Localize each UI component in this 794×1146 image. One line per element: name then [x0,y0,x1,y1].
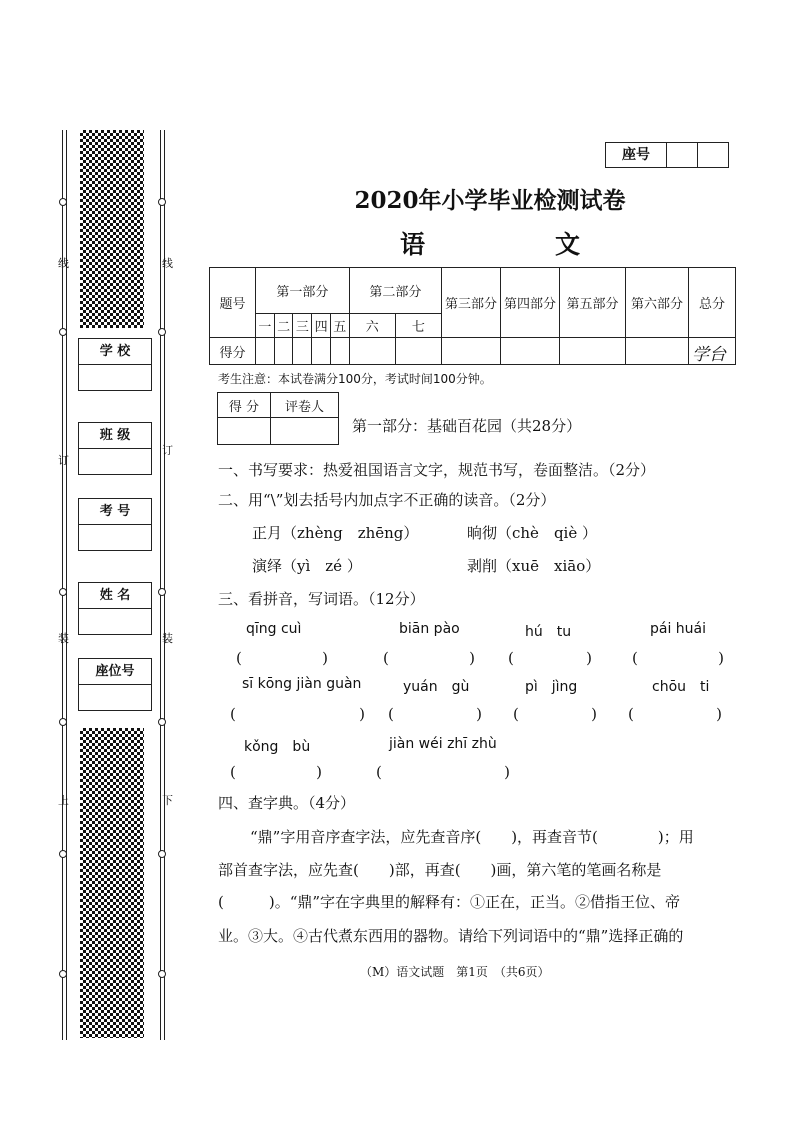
decorative-pattern-top [80,130,144,328]
class-box[interactable] [78,422,152,475]
grader-score-cell[interactable] [218,418,271,445]
reading-item: 晌彻（chè qiè ） [467,524,597,542]
grader-table [217,392,339,445]
grader-name-cell[interactable] [270,418,338,445]
question-2-title: 二、用“\”划去括号内加点字不正确的读音。（2分） [218,491,556,509]
question-4-text: “鼎”字用音序查字法，应先查音序( )，再查音节( )；用 [250,828,694,846]
score-cell[interactable] [293,338,312,365]
pinyin: sī kōng jiàn guàn [242,676,362,692]
seat-number-label: 座位号 [79,659,151,685]
question-4-text: ( )。“鼎”字在字典里的解释有：①正在，正当。②借指王位、帝 [218,893,681,911]
score-cell[interactable] [560,338,626,365]
binding-hole [59,970,67,978]
binding-hole [59,328,67,336]
reading-item: 剥削（xuē xiāo） [467,557,601,575]
sub-header: 六 [349,314,395,338]
subject-char: 文 [554,230,580,259]
pinyin: hú tu [525,624,572,640]
answer-blank[interactable]: ( ) [513,705,597,723]
part4-header: 第四部分 [501,268,560,338]
sub-header: 三 [293,314,312,338]
sub-header: 一 [256,314,275,338]
seal-char: 装 [58,632,69,645]
score-cell[interactable] [626,338,689,365]
answer-blank[interactable]: ( ) [632,649,724,667]
score-cell[interactable] [330,338,349,365]
binding-hole [158,850,166,858]
seal-char: 订 [58,454,69,467]
seal-char: 装 [162,632,173,645]
score-label: 得分 [210,338,256,365]
binding-hole [59,198,67,206]
answer-blank[interactable]: ( ) [376,763,510,781]
subject-char: 语 [400,230,426,259]
answer-blank[interactable]: ( ) [383,649,475,667]
score-cell[interactable] [274,338,293,365]
seal-char: 订 [162,444,173,457]
binding-hole [158,328,166,336]
question-1: 一、书写要求：热爱祖国语言文字，规范书写，卷面整洁。（2分） [218,461,656,479]
seat-cell[interactable] [666,143,697,167]
answer-blank[interactable]: ( ) [508,649,592,667]
binding-hole [59,850,67,858]
score-cell[interactable] [395,338,441,365]
pinyin: chōu ti [652,679,710,695]
score-cell[interactable] [256,338,275,365]
seal-char: 下 [162,794,173,807]
seal-char: 上 [58,794,69,807]
sub-header: 五 [330,314,349,338]
seat-cell[interactable] [697,143,728,167]
seat-label: 座号 [622,147,650,163]
binding-hole [158,970,166,978]
handwritten-total: 学台 [692,345,726,365]
pinyin: kǒng bù [244,739,311,755]
seal-char: 线 [162,257,173,270]
reading-item: 演绎（yì zé ） [252,557,362,575]
grader-name-label: 评卷人 [270,393,338,418]
binding-hole [158,588,166,596]
question-3-title: 三、看拼音，写词语。（12分） [218,590,425,608]
binding-hole [59,588,67,596]
part5-header: 第五部分 [560,268,626,338]
score-cell[interactable] [349,338,395,365]
exam-number-box[interactable] [78,498,152,551]
part1-header: 第一部分 [256,268,350,314]
reading-item: 正月（zhèng zhēng） [252,524,419,542]
total-header: 总分 [689,268,736,338]
part3-header: 第三部分 [442,268,501,338]
question-4-text: 部首查字法，应先查( )部，再查( )画，第六笔的笔画名称是 [218,861,662,879]
question-4-title: 四、查字典。（4分） [218,794,356,812]
exam-number-label: 考 号 [79,499,151,525]
score-cell[interactable] [312,338,331,365]
answer-blank[interactable]: ( ) [628,705,722,723]
decorative-pattern-bottom [80,728,144,1038]
name-label: 姓 名 [79,583,151,609]
score-cell[interactable] [501,338,560,365]
section-title: 第一部分：基础百花园（共28分） [352,417,582,435]
binding-hole [158,718,166,726]
score-cell[interactable] [442,338,501,365]
pinyin: pì jìng [525,679,578,695]
binding-line-right-inner [160,130,161,1040]
sub-header: 七 [395,314,441,338]
answer-blank[interactable]: ( ) [230,705,365,723]
row-label: 题号 [210,268,256,338]
answer-blank[interactable]: ( ) [388,705,482,723]
school-box[interactable] [78,338,152,391]
class-label: 班 级 [79,423,151,449]
part6-header: 第六部分 [626,268,689,338]
school-label: 学 校 [79,339,151,365]
seat-number-box[interactable] [78,658,152,711]
question-4-text: 业。③大。④古代煮东西用的器物。请给下列词语中的“鼎”选择正确的 [218,927,684,945]
grader-score-label: 得 分 [218,393,271,418]
part2-header: 第二部分 [349,268,441,314]
sub-header: 四 [312,314,331,338]
answer-blank[interactable]: ( ) [230,763,322,781]
pinyin: qīng cuì [246,621,302,637]
answer-blank[interactable]: ( ) [236,649,328,667]
pinyin: jiàn wéi zhī zhù [389,736,497,752]
binding-hole [59,718,67,726]
pinyin: pái huái [650,621,707,637]
pinyin: biān pào [399,621,460,637]
binding-hole [158,198,166,206]
seat-box[interactable] [605,142,729,168]
pinyin: yuán gù [403,679,470,695]
name-box[interactable] [78,582,152,635]
exam-notice: 考生注意：本试卷满分100分，考试时间100分钟。 [218,372,492,386]
exam-title: 2020年小学毕业检测试卷 [354,187,626,214]
score-table [209,267,736,365]
seal-char: 线 [58,257,69,270]
page-footer: （M）语文试题 第1页 （共6页） [360,965,550,979]
subject-title [400,225,580,261]
sub-header: 二 [274,314,293,338]
